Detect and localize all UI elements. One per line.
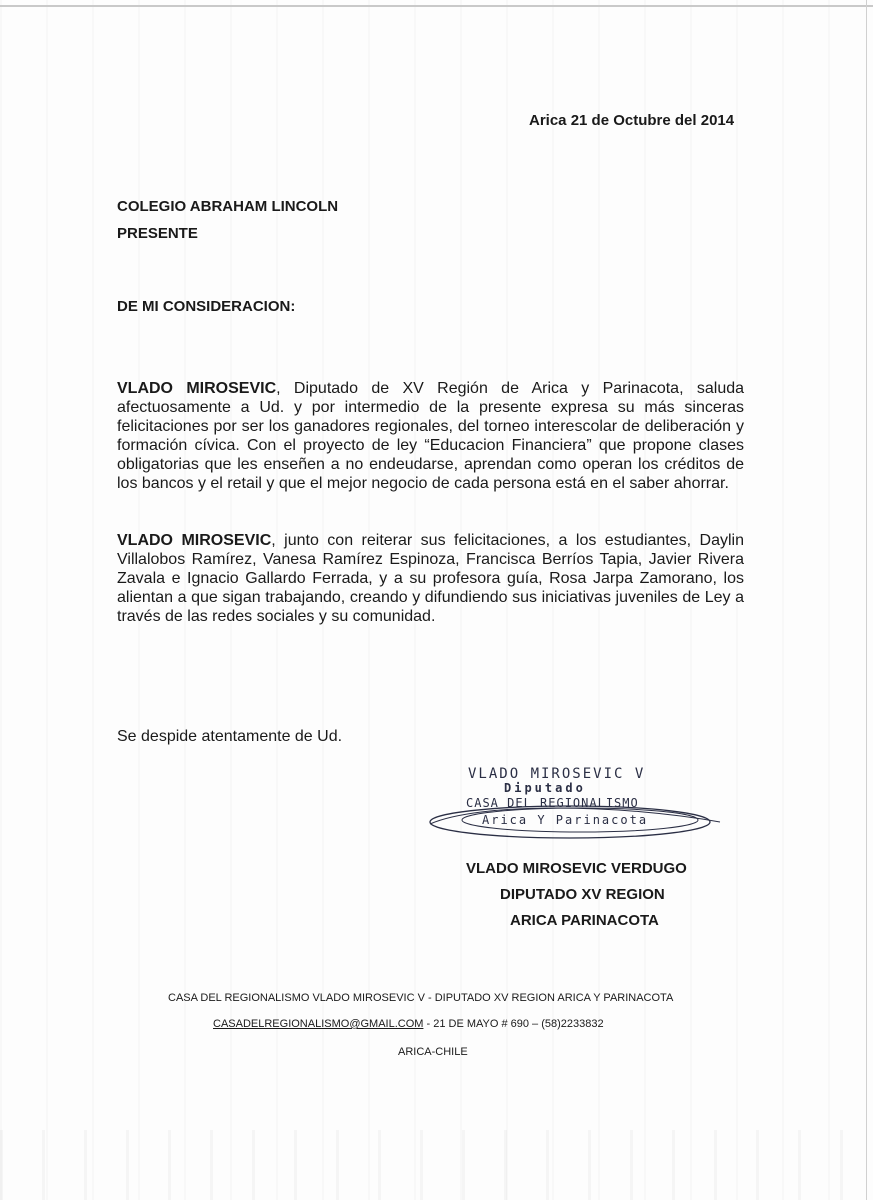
paragraph-2 [117, 531, 744, 626]
scan-top-edge [0, 5, 873, 7]
footer-organization: CASA DEL REGIONALISMO VLADO MIROSEVIC V - DIPUTADO XV REGION ARICA Y PARINACOTA [168, 992, 674, 1004]
paragraph-2-body: , junto con reiterar sus felicitaciones, a los estudiantes, Daylin Villalobos Ramírez, Vanesa Ramírez Espinoza, Francisca Berríos Tapia, Javier Rivera Zavala e Ignacio Gallardo Ferrada, y a su profesora guía, Rosa Jarpa Zamorano, los alientan a que sigan trabajando, creando y difundiendo sus iniciativas juveniles de Ley a través de las redes sociales y su comunidad. [117, 532, 744, 625]
salutation: DE MI CONSIDERACION: [117, 298, 296, 315]
stamp-name: VLADO MIROSEVIC V [468, 766, 646, 782]
footer-address-phone: - 21 DE MAYO # 690 – (58)2233832 [423, 1018, 604, 1030]
signatory-name: VLADO MIROSEVIC VERDUGO [466, 860, 687, 877]
recipient-block [117, 193, 338, 247]
stamp-title: Diputado [504, 781, 586, 795]
paragraph-1 [117, 379, 744, 493]
farewell: Se despide atentamente de Ud. [117, 728, 343, 745]
official-stamp [420, 762, 740, 852]
stamp-region: Arica Y Parinacota [482, 813, 649, 827]
signatory-title: DIPUTADO XV REGION [500, 886, 665, 903]
signatory-region: ARICA PARINACOTA [510, 912, 659, 929]
paragraph-2-lead: VLADO MIROSEVIC [117, 532, 272, 549]
letter-date: Arica 21 de Octubre del 2014 [529, 112, 735, 129]
paragraph-1-lead: VLADO MIROSEVIC [117, 380, 277, 397]
footer-city: ARICA-CHILE [398, 1046, 468, 1058]
paragraph-1-body: , Diputado de XV Región de Arica y Parinacota, saluda afectuosamente a Ud. y por intermedio de la presente expresa su más sinceras felicitaciones por ser los ganadores regionales, del torneo interescolar de deliberación y formación cívica. Con el proyecto de ley “Educacion Financiera” que propone clases obligatorias que les enseñen a no endeudarse, aprendan como operan los créditos de los bancos y el retail y que el mejor negocio de cada persona está en el saber ahorrar. [117, 380, 745, 492]
footer-contact [213, 1018, 873, 1030]
scan-bottom-texture [0, 1130, 873, 1200]
footer-email-link[interactable]: CASADELREGIONALISMO@GMAIL.COM [213, 1018, 424, 1030]
recipient-name: COLEGIO ABRAHAM LINCOLN [117, 198, 339, 215]
stamp-org: CASA DEL REGIONALISMO [466, 796, 639, 810]
recipient-presente: PRESENTE [117, 225, 198, 242]
